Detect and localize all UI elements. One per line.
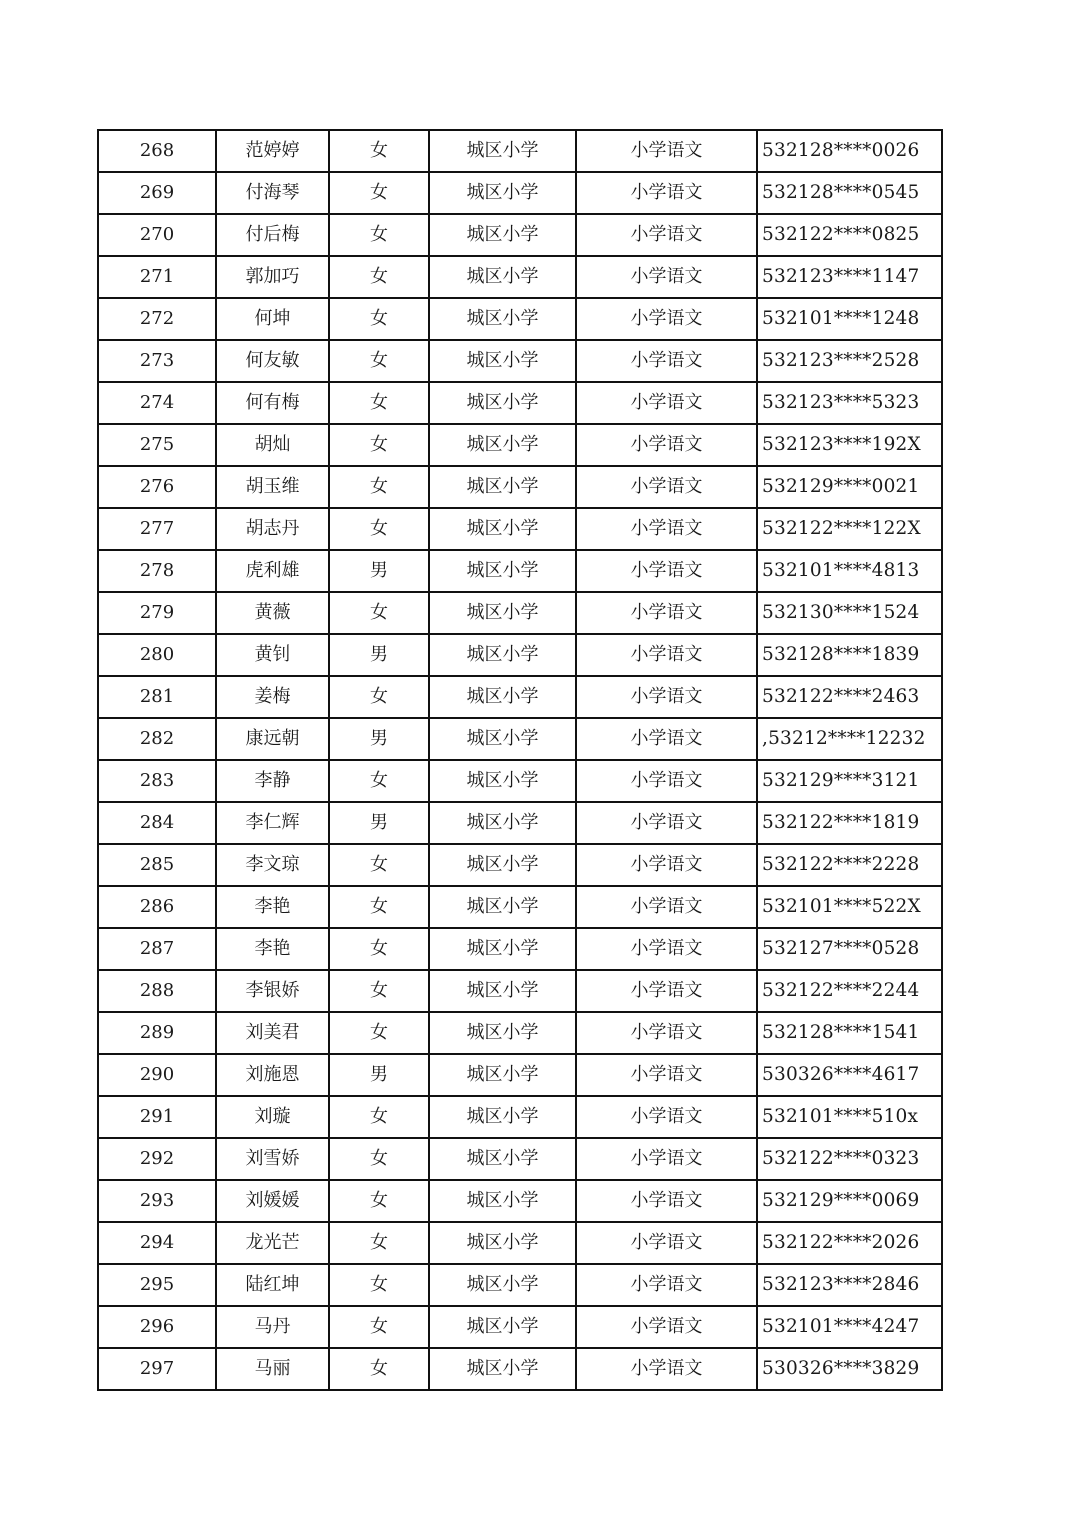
gender-cell: 男 (329, 1054, 429, 1096)
id-number-cell: 532101****4813 (757, 550, 942, 592)
subject-cell: 小学语文 (576, 634, 757, 676)
table-row (98, 466, 942, 508)
id-number-cell: 532127****0528 (757, 928, 942, 970)
serial-number-cell: 279 (98, 592, 216, 634)
serial-number-cell: 275 (98, 424, 216, 466)
table-row (98, 130, 942, 172)
table-row (98, 340, 942, 382)
table-row (98, 886, 942, 928)
name-cell: 黄钊 (216, 634, 329, 676)
name-cell: 马丽 (216, 1348, 329, 1390)
subject-cell: 小学语文 (576, 1054, 757, 1096)
serial-number-cell: 282 (98, 718, 216, 760)
serial-number-cell: 280 (98, 634, 216, 676)
gender-cell: 女 (329, 1348, 429, 1390)
subject-cell: 小学语文 (576, 466, 757, 508)
school-cell: 城区小学 (429, 1138, 576, 1180)
school-cell: 城区小学 (429, 256, 576, 298)
id-number-cell: 532122****0825 (757, 214, 942, 256)
school-cell: 城区小学 (429, 676, 576, 718)
gender-cell: 女 (329, 382, 429, 424)
school-cell: 城区小学 (429, 928, 576, 970)
subject-cell: 小学语文 (576, 340, 757, 382)
gender-cell: 女 (329, 256, 429, 298)
school-cell: 城区小学 (429, 844, 576, 886)
name-cell: 刘媛媛 (216, 1180, 329, 1222)
gender-cell: 女 (329, 1306, 429, 1348)
gender-cell: 女 (329, 130, 429, 172)
table-row (98, 1264, 942, 1306)
table-row (98, 592, 942, 634)
id-number-cell: 532128****1541 (757, 1012, 942, 1054)
serial-number-cell: 295 (98, 1264, 216, 1306)
serial-number-cell: 287 (98, 928, 216, 970)
table-row (98, 844, 942, 886)
id-number-cell: 532122****122X (757, 508, 942, 550)
id-number-cell: 532129****0021 (757, 466, 942, 508)
id-number-cell: 532122****2228 (757, 844, 942, 886)
id-number-cell: 532101****510x (757, 1096, 942, 1138)
name-cell: 胡志丹 (216, 508, 329, 550)
gender-cell: 女 (329, 1222, 429, 1264)
school-cell: 城区小学 (429, 1180, 576, 1222)
name-cell: 郭加巧 (216, 256, 329, 298)
name-cell: 范婷婷 (216, 130, 329, 172)
school-cell: 城区小学 (429, 1348, 576, 1390)
subject-cell: 小学语文 (576, 718, 757, 760)
gender-cell: 女 (329, 172, 429, 214)
serial-number-cell: 291 (98, 1096, 216, 1138)
table-row (98, 424, 942, 466)
gender-cell: 女 (329, 214, 429, 256)
serial-number-cell: 284 (98, 802, 216, 844)
school-cell: 城区小学 (429, 970, 576, 1012)
subject-cell: 小学语文 (576, 1222, 757, 1264)
subject-cell: 小学语文 (576, 886, 757, 928)
serial-number-cell: 289 (98, 1012, 216, 1054)
gender-cell: 男 (329, 550, 429, 592)
id-number-cell: 532101****4247 (757, 1306, 942, 1348)
school-cell: 城区小学 (429, 802, 576, 844)
school-cell: 城区小学 (429, 214, 576, 256)
serial-number-cell: 273 (98, 340, 216, 382)
name-cell: 李艳 (216, 928, 329, 970)
serial-number-cell: 271 (98, 256, 216, 298)
name-cell: 刘美君 (216, 1012, 329, 1054)
subject-cell: 小学语文 (576, 1264, 757, 1306)
name-cell: 李艳 (216, 886, 329, 928)
name-cell: 李静 (216, 760, 329, 802)
table-row (98, 1012, 942, 1054)
subject-cell: 小学语文 (576, 424, 757, 466)
table-row (98, 676, 942, 718)
subject-cell: 小学语文 (576, 1138, 757, 1180)
gender-cell: 女 (329, 676, 429, 718)
school-cell: 城区小学 (429, 466, 576, 508)
gender-cell: 男 (329, 802, 429, 844)
id-number-cell: 532123****2846 (757, 1264, 942, 1306)
gender-cell: 女 (329, 1180, 429, 1222)
name-cell: 陆红坤 (216, 1264, 329, 1306)
school-cell: 城区小学 (429, 550, 576, 592)
name-cell: 李仁辉 (216, 802, 329, 844)
serial-number-cell: 285 (98, 844, 216, 886)
serial-number-cell: 297 (98, 1348, 216, 1390)
id-number-cell: 532130****1524 (757, 592, 942, 634)
gender-cell: 女 (329, 970, 429, 1012)
table-row (98, 298, 942, 340)
gender-cell: 男 (329, 634, 429, 676)
id-number-cell: 532123****2528 (757, 340, 942, 382)
id-number-cell: 530326****4617 (757, 1054, 942, 1096)
name-cell: 付海琴 (216, 172, 329, 214)
name-cell: 胡玉维 (216, 466, 329, 508)
table-row (98, 508, 942, 550)
serial-number-cell: 268 (98, 130, 216, 172)
table-row (98, 1180, 942, 1222)
table-row (98, 382, 942, 424)
table-row (98, 1348, 942, 1390)
school-cell: 城区小学 (429, 508, 576, 550)
name-cell: 虎利雄 (216, 550, 329, 592)
school-cell: 城区小学 (429, 172, 576, 214)
name-cell: 康远朝 (216, 718, 329, 760)
serial-number-cell: 272 (98, 298, 216, 340)
gender-cell: 女 (329, 1012, 429, 1054)
subject-cell: 小学语文 (576, 298, 757, 340)
subject-cell: 小学语文 (576, 1096, 757, 1138)
school-cell: 城区小学 (429, 1222, 576, 1264)
roster-table (97, 129, 943, 1391)
name-cell: 李文琼 (216, 844, 329, 886)
subject-cell: 小学语文 (576, 1348, 757, 1390)
gender-cell: 女 (329, 1138, 429, 1180)
name-cell: 刘雪娇 (216, 1138, 329, 1180)
school-cell: 城区小学 (429, 886, 576, 928)
serial-number-cell: 290 (98, 1054, 216, 1096)
school-cell: 城区小学 (429, 1054, 576, 1096)
gender-cell: 女 (329, 1264, 429, 1306)
subject-cell: 小学语文 (576, 508, 757, 550)
gender-cell: 女 (329, 928, 429, 970)
subject-cell: 小学语文 (576, 550, 757, 592)
school-cell: 城区小学 (429, 298, 576, 340)
subject-cell: 小学语文 (576, 592, 757, 634)
id-number-cell: 530326****3829 (757, 1348, 942, 1390)
name-cell: 何有梅 (216, 382, 329, 424)
subject-cell: 小学语文 (576, 844, 757, 886)
name-cell: 李银娇 (216, 970, 329, 1012)
school-cell: 城区小学 (429, 1096, 576, 1138)
serial-number-cell: 292 (98, 1138, 216, 1180)
id-number-cell: 532128****0026 (757, 130, 942, 172)
table-row (98, 634, 942, 676)
name-cell: 何友敏 (216, 340, 329, 382)
gender-cell: 女 (329, 1096, 429, 1138)
table-row (98, 970, 942, 1012)
table-row (98, 550, 942, 592)
roster-table-body (98, 130, 942, 1390)
name-cell: 马丹 (216, 1306, 329, 1348)
school-cell: 城区小学 (429, 1306, 576, 1348)
serial-number-cell: 288 (98, 970, 216, 1012)
table-row (98, 1138, 942, 1180)
serial-number-cell: 269 (98, 172, 216, 214)
subject-cell: 小学语文 (576, 802, 757, 844)
id-number-cell: 532122****0323 (757, 1138, 942, 1180)
subject-cell: 小学语文 (576, 1012, 757, 1054)
school-cell: 城区小学 (429, 424, 576, 466)
subject-cell: 小学语文 (576, 256, 757, 298)
id-number-cell: 532122****2244 (757, 970, 942, 1012)
table-row (98, 172, 942, 214)
subject-cell: 小学语文 (576, 130, 757, 172)
table-row (98, 760, 942, 802)
table-row (98, 928, 942, 970)
gender-cell: 女 (329, 592, 429, 634)
gender-cell: 女 (329, 760, 429, 802)
subject-cell: 小学语文 (576, 172, 757, 214)
serial-number-cell: 276 (98, 466, 216, 508)
serial-number-cell: 270 (98, 214, 216, 256)
subject-cell: 小学语文 (576, 1180, 757, 1222)
serial-number-cell: 274 (98, 382, 216, 424)
school-cell: 城区小学 (429, 634, 576, 676)
gender-cell: 女 (329, 298, 429, 340)
subject-cell: 小学语文 (576, 1306, 757, 1348)
gender-cell: 女 (329, 424, 429, 466)
id-number-cell: 532122****2463 (757, 676, 942, 718)
school-cell: 城区小学 (429, 1264, 576, 1306)
table-row (98, 1054, 942, 1096)
name-cell: 龙光芒 (216, 1222, 329, 1264)
gender-cell: 女 (329, 886, 429, 928)
name-cell: 刘施恩 (216, 1054, 329, 1096)
id-number-cell: 532101****1248 (757, 298, 942, 340)
gender-cell: 女 (329, 340, 429, 382)
school-cell: 城区小学 (429, 760, 576, 802)
subject-cell: 小学语文 (576, 970, 757, 1012)
school-cell: 城区小学 (429, 718, 576, 760)
table-row (98, 214, 942, 256)
id-number-cell: 532101****522X (757, 886, 942, 928)
name-cell: 付后梅 (216, 214, 329, 256)
serial-number-cell: 278 (98, 550, 216, 592)
table-row (98, 802, 942, 844)
subject-cell: 小学语文 (576, 214, 757, 256)
name-cell: 胡灿 (216, 424, 329, 466)
id-number-cell: 532122****1819 (757, 802, 942, 844)
id-number-cell: 532128****0545 (757, 172, 942, 214)
name-cell: 刘璇 (216, 1096, 329, 1138)
school-cell: 城区小学 (429, 382, 576, 424)
name-cell: 黄薇 (216, 592, 329, 634)
serial-number-cell: 286 (98, 886, 216, 928)
serial-number-cell: 296 (98, 1306, 216, 1348)
subject-cell: 小学语文 (576, 676, 757, 718)
subject-cell: 小学语文 (576, 928, 757, 970)
gender-cell: 女 (329, 466, 429, 508)
id-number-cell: 532123****192X (757, 424, 942, 466)
id-number-cell: 532123****5323 (757, 382, 942, 424)
name-cell: 姜梅 (216, 676, 329, 718)
school-cell: 城区小学 (429, 340, 576, 382)
subject-cell: 小学语文 (576, 760, 757, 802)
id-number-cell: 532128****1839 (757, 634, 942, 676)
school-cell: 城区小学 (429, 130, 576, 172)
school-cell: 城区小学 (429, 592, 576, 634)
school-cell: 城区小学 (429, 1012, 576, 1054)
table-row (98, 256, 942, 298)
name-cell: 何坤 (216, 298, 329, 340)
table-row (98, 1096, 942, 1138)
serial-number-cell: 293 (98, 1180, 216, 1222)
gender-cell: 女 (329, 844, 429, 886)
serial-number-cell: 283 (98, 760, 216, 802)
serial-number-cell: 281 (98, 676, 216, 718)
id-number-cell: ,53212****12232 (757, 718, 942, 760)
table-row (98, 1222, 942, 1264)
gender-cell: 男 (329, 718, 429, 760)
table-row (98, 718, 942, 760)
gender-cell: 女 (329, 508, 429, 550)
id-number-cell: 532129****0069 (757, 1180, 942, 1222)
id-number-cell: 532129****3121 (757, 760, 942, 802)
subject-cell: 小学语文 (576, 382, 757, 424)
serial-number-cell: 277 (98, 508, 216, 550)
table-row (98, 1306, 942, 1348)
id-number-cell: 532123****1147 (757, 256, 942, 298)
serial-number-cell: 294 (98, 1222, 216, 1264)
id-number-cell: 532122****2026 (757, 1222, 942, 1264)
